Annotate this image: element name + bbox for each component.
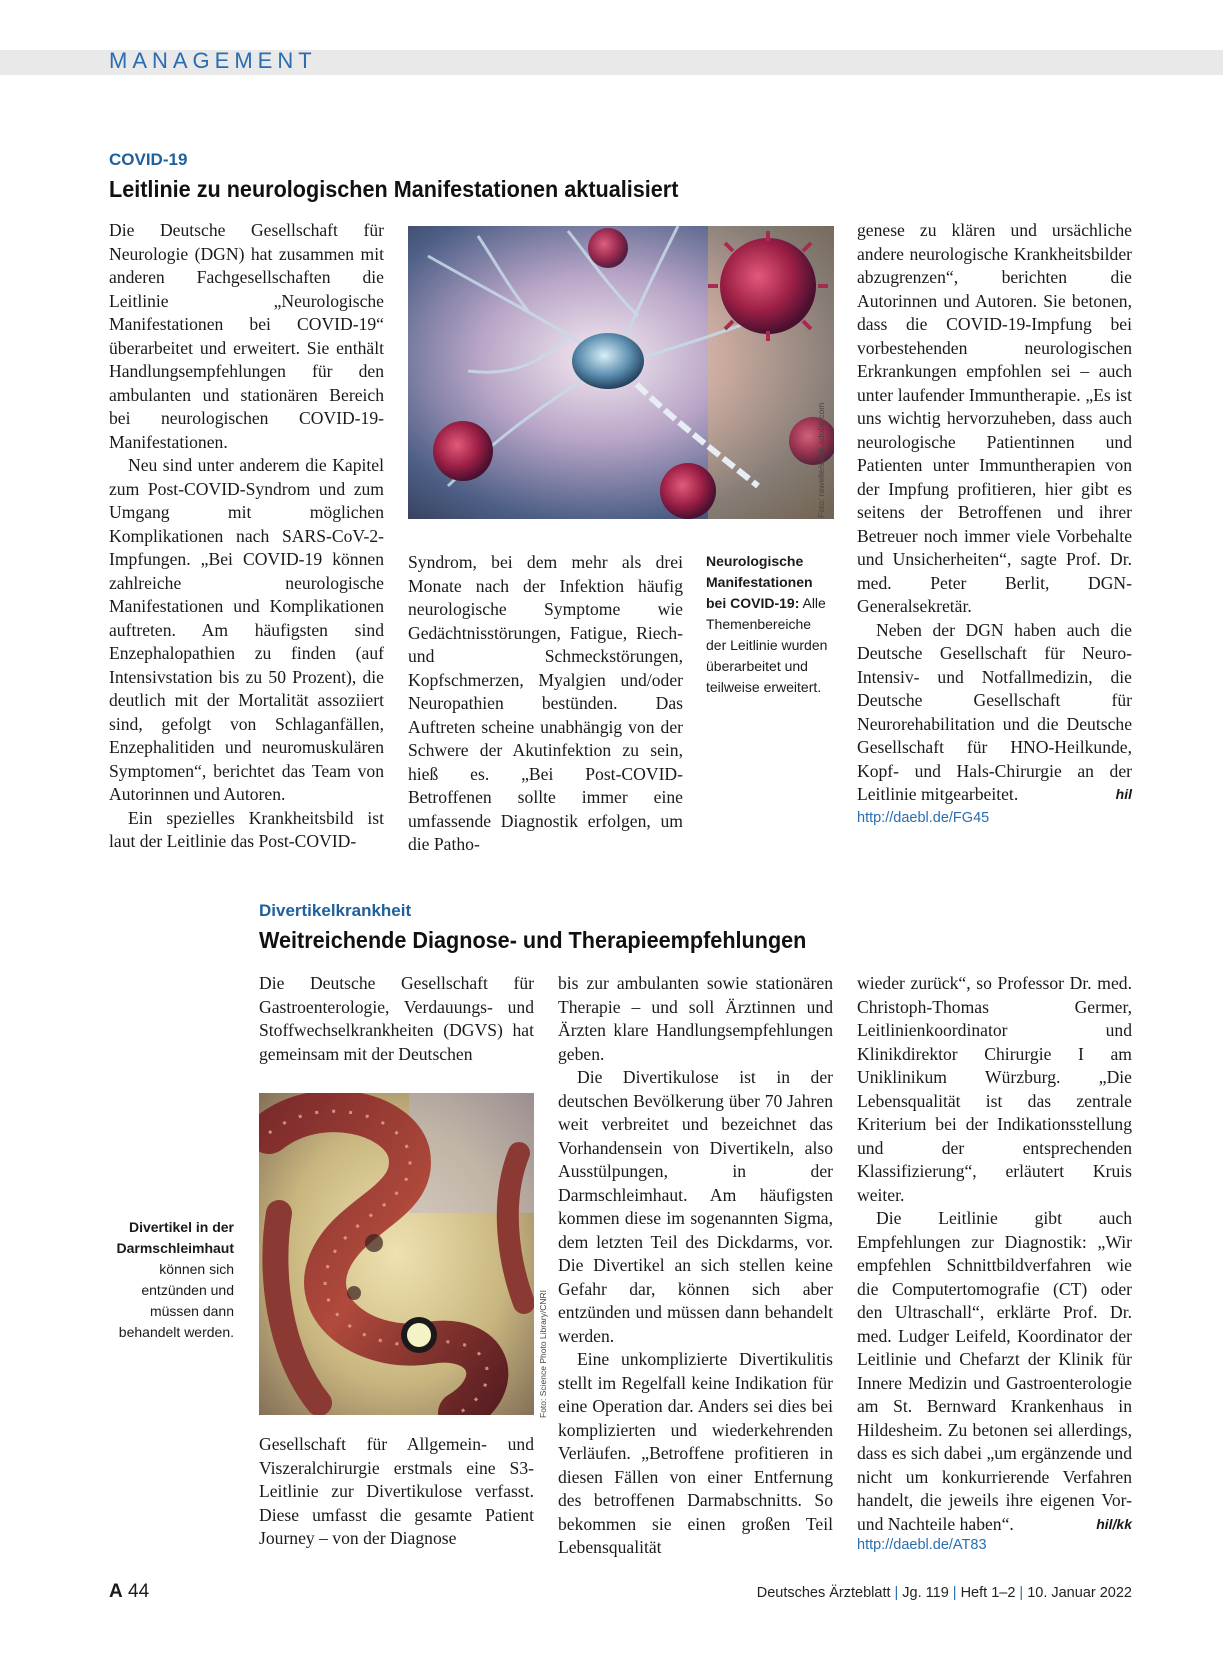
article1-column-1 [109,219,384,854]
article2-column-2 [558,972,833,1560]
article1-column-2 [408,551,683,857]
colon-illustration [259,1093,534,1415]
journal-date: 10. Januar 2022 [1027,1585,1132,1601]
article1-link[interactable]: http://daebl.de/FG45 [857,810,990,826]
caption-text: Alle Themenbereiche der Leitlinie wurden überarbeitet und teilweise erweitert. [706,595,828,695]
paragraph: Eine unkomplizierte Divertikulitis stellt im Regelfall keine Indikation für eine Operation dar. Anders sei dies bei komplizierten und wiederkehrenden Verläufen. „Betroffene profitieren in diesen Fällen von einer Entfernung des betroffenen Darmabschnitts. So bekommen sie einen großen Teil Lebensqualität [558,1349,833,1557]
neuron-virus-illustration [408,226,834,519]
footer-publication-info: Deutsches Ärzteblatt | Jg. 119 | Heft 1–2 | 10. Januar 2022 [756,1585,1132,1601]
section-label: MANAGEMENT [109,48,317,73]
paragraph: Ein spezielles Krankheitsbild ist laut der Leitlinie das Post-COVID- [109,807,384,851]
paragraph: Gesellschaft für Allgemein- und Viszeralchirurgie erstmals eine S3-Leitlinie zur Divertikulose verfasst. Diese umfasst die gesamte Patient Journey – von der Diagnose [259,1434,534,1548]
paragraph-text: Die Leitlinie gibt auch Empfehlungen zur Diagnostik: „Wir empfehlen Schnittbildverfahren wie die Computertomografie (CT) oder den Ultraschall“, erklärte Prof. Dr. med. Ludger Leifeld, Koordinator der Leitlinie und Chefarzt der Klinik für Innere Medizin und Gastroenterologie am St. Bernward Krankenhaus in Hildesheim. Zu betonen sei allerdings, dass es sich dabei „um ergänzende und nicht um konkurrierende Verfahren handelt, die jeweils ihre eigenen Vor- und Nachteile haben“. [857,1208,1132,1534]
paragraph: bis zur ambulanten sowie stationären Therapie – und soll Ärztinnen und Ärzten klare Handlungsempfehlungen geben. [558,973,833,1064]
article2-caption [108,1217,234,1343]
article1-caption [706,551,831,698]
photo-credit: Foto: Science Photo Library/CNRI [538,1289,548,1418]
page-number-value: 44 [128,1581,150,1602]
article2-column-1-top [259,972,534,1066]
article2-title: Weitreichende Diagnose- und Therapieempfehlungen [259,927,807,953]
diverticulum-bulge [401,1317,437,1353]
paragraph: Syndrom, bei dem mehr als drei Monate nach der Infektion häufig neurologische Symptome wie Gedächtnisstörungen, Fatigue, Riech- und Schmeckstörungen, Kopfschmerzen, Myalgien und/oder Neuropathien bestünden. Das Auftreten scheine unabhängig von der Schwere der Akutinfektion zu sein, hieß es. „Bei Post-COVID-Betroffenen sollte immer eine umfassende Diagnostik erfolgen, um die Patho- [408,552,683,854]
neuron-virus-photo [408,226,834,519]
article2-column-3 [857,972,1132,1536]
photo-credit: Foto: rawelle/stock.adobe.com [816,402,826,518]
article2-kicker: Divertikelkrankheit [259,901,412,920]
article1-column-3 [857,219,1132,807]
page-prefix: A [109,1581,123,1602]
colon-diverticula-photo [259,1093,534,1415]
article1-title: Leitlinie zu neurologischen Manifestationen aktualisiert [109,176,679,202]
author-signature: hil/kk [1096,1515,1132,1532]
caption-text: können sich entzünden und müssen dann behandelt werden. [118,1261,234,1340]
paragraph [857,619,1132,807]
paragraph: Die Divertikulose ist in der deutschen Bevölkerung über 70 Jahren weit verbreitet und bezeichnet das Vorhandensein von Divertikeln, also Ausstülpungen, in der Darmschleimhaut. Am häufigsten kommen diese im sogenannten Sigma, dem letzten Teil des Dickdarms, vor. Die Divertikel an sich stellen keine Gefahr dar, können sich aber entzünden und müssen dann behandelt werden. [558,1067,833,1346]
paragraph: Die Deutsche Gesellschaft für Gastroenterologie, Verdauungs- und Stoffwechselkrankheiten (DGVS) hat gemeinsam mit der Deutschen [259,973,534,1064]
caption-bold: Divertikel in der Darmschleimhaut [116,1219,234,1256]
journal-name: Deutsches Ärzteblatt [756,1585,891,1601]
journal-issue: Heft 1–2 [960,1585,1016,1601]
author-signature: hil [1115,786,1132,802]
article2-link[interactable]: http://daebl.de/AT83 [857,1537,987,1553]
paragraph [857,1207,1132,1536]
paragraph: Die Deutsche Gesellschaft für Neurologie (DGN) hat zusammen mit anderen Fachgesellschaften die Leitlinie „Neurologische Manifestationen bei COVID-19“ überarbeitet und erweitert. Sie enthält Handlungsempfehlungen für den ambulanten und stationären Bereich bei neurologischen COVID-19-Manifestationen. [109,220,384,452]
article2-column-1-bottom [259,1433,534,1551]
page-number [109,1581,149,1603]
article1-kicker: COVID-19 [109,150,188,169]
paragraph-text: Neben der DGN haben auch die Deutsche Gesellschaft für Neuro-Intensiv- und Notfallmedizin, die Deutsche Gesellschaft für Neurorehabilitation und die Deutsche Gesellschaft für HNO-Heilkunde, Kopf- und Hals-Chirurgie an der Leitlinie mitgearbeitet. [857,619,1132,804]
paragraph: Neu sind unter anderem die Kapitel zum Post-COVID-Syndrom und zum Umgang mit möglichen Komplikationen nach SARS-CoV-2-Impfungen. „Bei COVID-19 können zahlreiche neurologische Manifestationen und Komplikationen auftreten. Am häufigsten sind Enzephalopathien zu finden (auf Intensivstation bis zu 50 Prozent), die deutlich mit der Mortalität assoziiert sind, gefolgt von Schlaganfällen, Enzephalitiden und neuromuskulären Symptomen“, berichtet das Team von Autorinnen und Autoren. [109,455,384,804]
paragraph: genese zu klären und ursächliche andere neurologische Krankheitsbilder abzugrenzen“, berichten die Autorinnen und Autoren. Sie betonen, dass die COVID-19-Impfung bei vorbestehenden neurologischen Erkrankungen empfohlen sei – auch unter laufender Immuntherapie. „Es ist uns wichtig hervorzuheben, dass auch neurologische Patientinnen und Patienten unter Immuntherapien von der Impfung profitieren, hier gibt es seitens der Betroffenen und ihrer Betreuer noch immer viele Vorbehalte und Unsicherheiten“, sagte Prof. Dr. med. Peter Berlit, DGN-Generalsekretär. [857,220,1132,616]
journal-volume: Jg. 119 [902,1585,949,1601]
paragraph: wieder zurück“, so Professor Dr. med. Christoph-Thomas Germer, Leitlinienkoordinator und Klinikdirektor Chirurgie I am Uniklinikum Würzburg. „Die Lebensqualität ist das zentrale Kriterium bei der Indikationsstellung und der entsprechenden Klassifizierung“, erläutert Kruis weiter. [857,973,1132,1205]
caption-bold: Neurologische Manifestationen bei COVID-19: [706,553,813,611]
